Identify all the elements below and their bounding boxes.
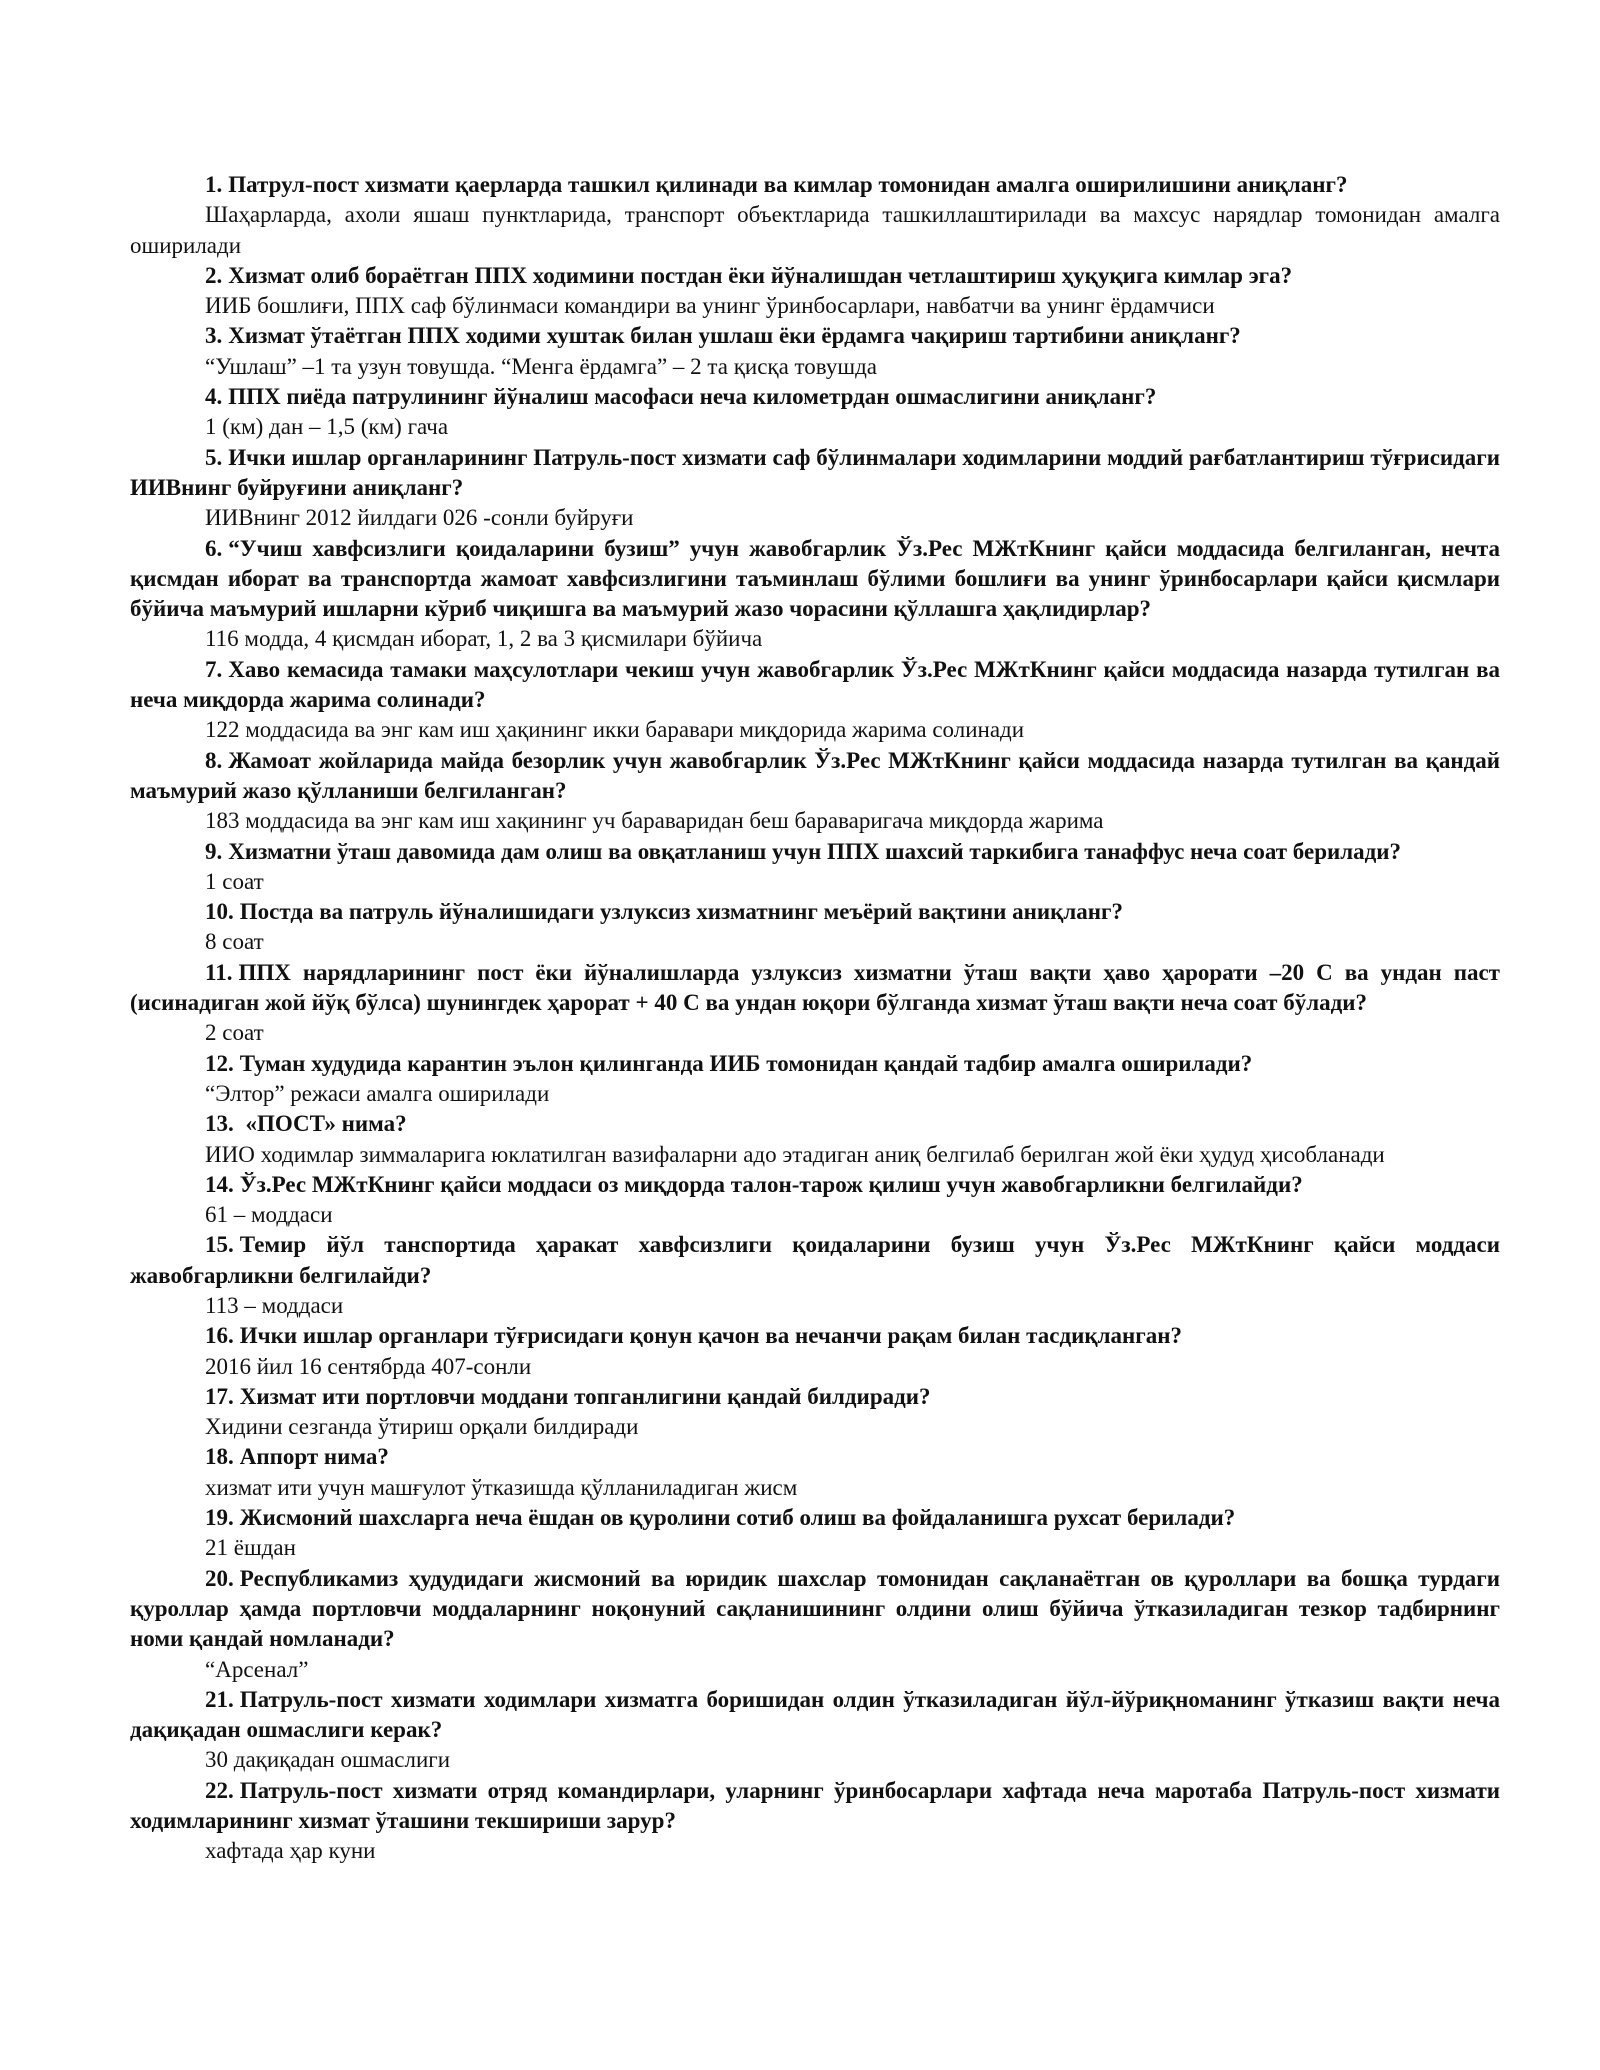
answer-text: 116 модда, 4 қисмдан иборат, 1, 2 ва 3 қисмилари бўйича (205, 626, 763, 652)
question-number: 7. (205, 656, 223, 682)
answer-text: хизмат ити учун машғулот ўтказишда қўлланиладиган жисм (205, 1474, 798, 1500)
question-item (130, 837, 1500, 898)
question-number: 5. (205, 444, 223, 470)
answer-text: “Арсенал” (205, 1656, 309, 1682)
question-text: 14. Ўз.Рес МЖтКнинг қайси моддаси оз миқдорда талон-тарож қилиш учун жавобгарликни белгилайди? (205, 1171, 1303, 1197)
question-item (130, 1382, 1500, 1443)
question-number: 20. (205, 1565, 234, 1591)
answer-text: 61 – моддаси (205, 1202, 333, 1228)
question-item (130, 897, 1500, 958)
answer-text: Шаҳарларда, ахоли яшаш пунктларида, транспорт объектларида ташкиллаштирилади ва махсус нарядлар томонидан амалга оширилади (130, 202, 1500, 258)
question-item (130, 1049, 1500, 1110)
question-text: 2. Хизмат олиб бораётган ППХ ходимини постдан ёки йўналишдан четлаштириш ҳуқуқига кимлар эга? (205, 262, 1293, 288)
question-number: 15. (205, 1232, 234, 1258)
answer-text: ИИВнинг 2012 йилдаги 026 -сонли буйруғи (205, 505, 634, 531)
question-text: 12. Туман худудида карантин эълон қилинганда ИИБ томонидан қандай тадбир амалга оширилади? (205, 1050, 1253, 1076)
question-item (130, 443, 1500, 534)
question-text: 10. Постда ва патруль йўналишидаги узлуксиз хизматнинг меъёрий вақтини аниқланг? (205, 899, 1123, 925)
question-text: 7. Хаво кемасида тамаки маҳсулотлари чекиш учун жавобгарлик Ўз.Рес МЖтКнинг қайси моддасида назарда тутилган ва неча миқдорда жарима солинади? (130, 656, 1500, 713)
question-number: 2. (205, 262, 223, 288)
question-number: 12. (205, 1050, 234, 1076)
question-text: 11. ППХ нарядларининг пост ёки йўналишларда узлуксиз хизматни ўташ вақти ҳаво ҳарорати –20 С ва ундан паст (исинадиган жой йўқ бўлса) шунингдек ҳарорат + 40 С ва ундан юқори бўлганда хизмат ўташ вақти неча соат бўлади? (130, 959, 1500, 1016)
answer-text: 1 (км) дан – 1,5 (км) гача (205, 414, 449, 440)
question-item (130, 1170, 1500, 1231)
question-text: 6. “Учиш хавфсизлиги қоидаларини бузиш” учун жавобгарлик Ўз.Рес МЖтКнинг қайси моддасида белгиланган, нечта қисмдан иборат ва транспортда жамоат хавфсизлигини таъминлаш бўлими бошлиғи ва унинг ўринбосарлари қайси қисмлари бўйича маъмурий ишларни кўриб чиқишга ва маъмурий жазо чорасини қўллашга ҳақлидирлар? (130, 535, 1500, 622)
question-number: 8. (205, 747, 223, 773)
question-text: 21. Патруль-пост хизмати ходимлари хизматга боришидан олдин ўтказиладиган йўл-йўриқноманинг ўтказиш вақти неча дақиқадан ошмаслиги керак? (130, 1686, 1500, 1743)
answer-text: 113 – моддаси (205, 1292, 344, 1318)
question-item (130, 746, 1500, 837)
answer-text: Хидини сезганда ўтириш орқали билдиради (205, 1414, 639, 1440)
question-number: 22. (205, 1777, 234, 1803)
question-number: 21. (205, 1686, 234, 1712)
question-text: 8. Жамоат жойларида майда безорлик учун жавобгарлик Ўз.Рес МЖтКнинг қайси моддасида назарда тутилган ва қандай маъмурий жазо қўлланиши белгиланган? (130, 747, 1500, 803)
question-text: 13. «ПОСТ» нима? (205, 1111, 407, 1137)
answer-text: 30 дақиқадан ошмаслиги (205, 1747, 451, 1773)
answer-text: 1 соат (205, 868, 264, 894)
question-item (130, 170, 1500, 261)
question-item (130, 1564, 1500, 1685)
question-item (130, 655, 1500, 746)
question-number: 19. (205, 1505, 234, 1531)
question-text: 3. Хизмат ўтаётган ППХ ходими хуштак билан ушлаш ёки ёрдамга чақириш тартибини аниқланг? (205, 323, 1241, 349)
question-item (130, 261, 1500, 322)
question-number: 11. (205, 959, 233, 985)
answer-text: 2016 йил 16 сентябрда 407-сонли (205, 1353, 532, 1379)
question-text: 5. Ички ишлар органларининг Патруль-пост хизмати саф бўлинмалари ходимларини моддий рағбатлантириш тўғрисидаги ИИВнинг буйруғини аниқланг? (130, 444, 1500, 500)
answer-text: “Элтор” режаси амалга оширилади (205, 1080, 550, 1106)
question-number: 3. (205, 323, 223, 349)
question-item (130, 1685, 1500, 1776)
question-item (130, 1109, 1500, 1170)
question-number: 14. (205, 1171, 234, 1197)
answer-text: ИИБ бошлиғи, ППХ саф бўлинмаси командири ва унинг ўринбосарлари, навбатчи ва унинг ёрдамчиси (205, 293, 1215, 319)
question-item (130, 321, 1500, 382)
question-text: 4. ППХ пиёда патрулининг йўналиш масофаси неча километрдан ошмаслигини аниқланг? (205, 384, 1157, 410)
question-item (130, 1230, 1500, 1321)
question-text: 1. Патрул-пост хизмати қаерларда ташкил қилинади ва кимлар томонидан амалга оширилишини аниқланг? (205, 172, 1348, 197)
document-page (130, 170, 1500, 1867)
question-number: 4. (205, 384, 223, 410)
question-item (130, 382, 1500, 443)
answer-text: ИИО ходимлар зиммаларига юклатилган вазифаларни адо этадиган аниқ белгилаб берилган жой ёки ҳудуд ҳисобланади (205, 1141, 1385, 1167)
question-item (130, 1503, 1500, 1564)
question-item (130, 534, 1500, 655)
question-number: 16. (205, 1323, 234, 1349)
question-number: 18. (205, 1444, 234, 1470)
question-text: 22. Патруль-пост хизмати отряд командирлари, уларнинг ўринбосарлари хафтада неча маротаба Патруль-пост хизмати ходимларининг хизмат ўташини текшириши зарур? (130, 1777, 1500, 1834)
question-text: 16. Ички ишлар органлари тўғрисидаги қонун қачон ва нечанчи рақам билан тасдиқланган? (205, 1323, 1182, 1349)
question-text: 20. Республикамиз ҳудудидаги жисмоний ва юридик шахслар томонидан сақланаётган ов қуроллари ва бошқа турдаги қуроллар ҳамда портловчи моддаларнинг ноқонуний сақланишининг олдини олиш бўйича ўтказиладиган тезкор тадбирнинг номи қандай номланади? (130, 1565, 1500, 1652)
question-number: 17. (205, 1383, 234, 1409)
question-text: 18. Аппорт нима? (205, 1444, 389, 1470)
question-item (130, 1321, 1500, 1382)
question-item (130, 958, 1500, 1049)
question-number: 1. (205, 172, 223, 197)
answer-text: 8 соат (205, 929, 264, 955)
answer-text: хафтада ҳар куни (205, 1838, 376, 1864)
question-text: 9. Хизматни ўташ давомида дам олиш ва овқатланиш учун ППХ шахсий таркибига танаффус неча соат берилади? (205, 838, 1402, 864)
question-number: 9. (205, 838, 223, 864)
question-item (130, 1442, 1500, 1503)
question-number: 6. (205, 535, 223, 561)
question-number: 10. (205, 899, 234, 925)
answer-text: 2 соат (205, 1020, 264, 1046)
question-item (130, 1776, 1500, 1867)
answer-text: 21 ёшдан (205, 1535, 296, 1561)
answer-text: 122 моддасида ва энг кам иш ҳақининг икки баравари миқдорида жарима солинади (205, 717, 1025, 743)
answer-text: “Ушлаш” –1 та узун товушда. “Менга ёрдамга” – 2 та қисқа товушда (205, 353, 877, 379)
question-number: 13. (205, 1111, 234, 1137)
question-text: 19. Жисмоний шахсларга неча ёшдан ов қуролини сотиб олиш ва фойдаланишга рухсат берилади? (205, 1505, 1236, 1531)
question-text: 15. Темир йўл танспортида ҳаракат хавфсизлиги қоидаларини бузиш учун Ўз.Рес МЖтКнинг қайси моддаси жавобгарликни белгилайди? (130, 1232, 1500, 1288)
answer-text: 183 моддасида ва энг кам иш хақининг уч бараваридан беш бараваригача миқдорда жарима (205, 808, 1104, 834)
question-text: 17. Хизмат ити портловчи моддани топганлигини қандай билдиради? (205, 1383, 931, 1409)
